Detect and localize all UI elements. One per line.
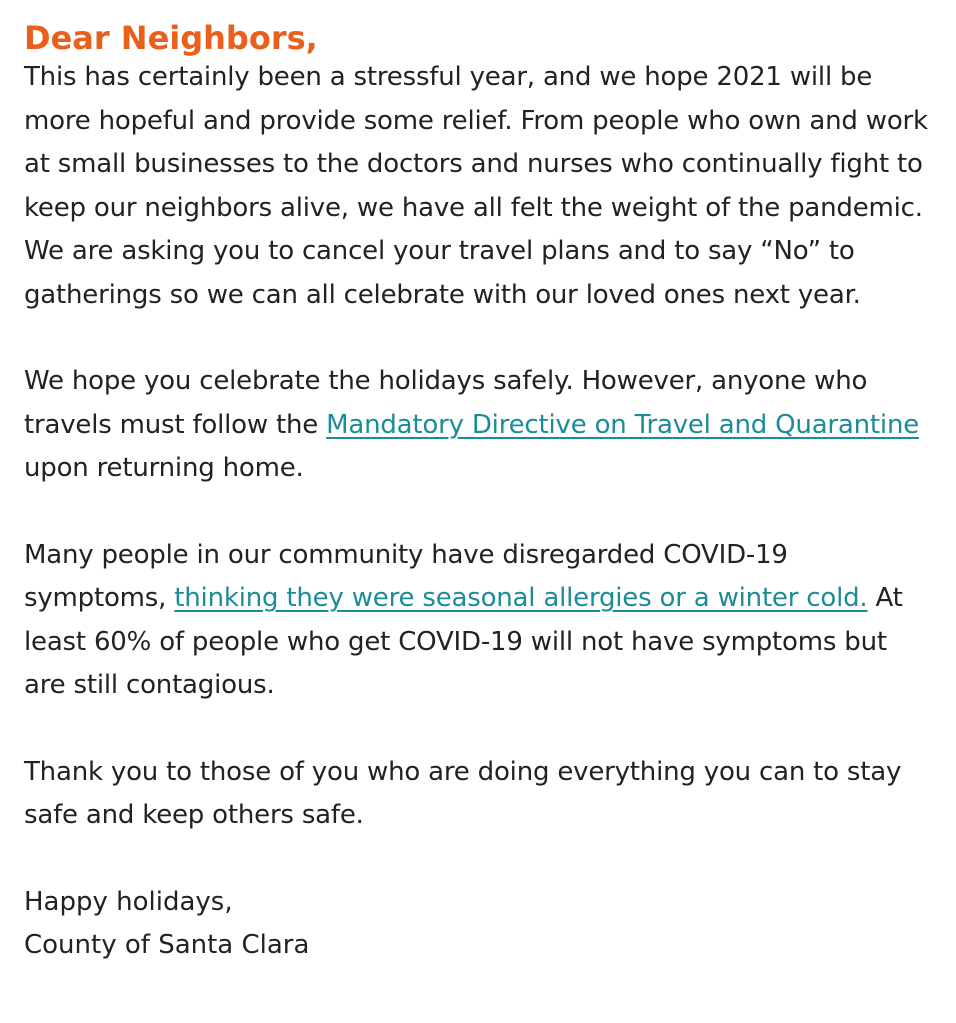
paragraph-2-after: upon returning home. [24,453,304,483]
paragraph-thank-you [24,751,932,838]
closing-line: Happy holidays, [24,886,233,917]
paragraph-travel-directive [24,360,932,491]
paragraph-1-text: This has certainly been a stressful year, and we hope 2021 will be more hopeful and provide some relief. From people who own and work at small businesses to the doctors and nurses who continually fight to keep our neighbors alive, we have all felt the weight of the pandemic. We are asking you to cancel your travel plans and to say “No” to gatherings so we can all celebrate with our loved ones next year. [24,62,928,310]
paragraph-3-before: Many people in our community have disregarded COVID-19 symptoms, [24,539,788,613]
travel-quarantine-directive-link[interactable]: Mandatory Directive on Travel and Quarantine [326,409,920,440]
paragraph-stressful-year [24,56,932,317]
paragraph-2-before: We hope you celebrate the holidays safely. However, anyone who travels must follow the [24,366,868,440]
signature-line: County of Santa Clara [24,930,310,960]
seasonal-allergies-link[interactable]: thinking they were seasonal allergies or a winter cold. [174,583,868,613]
paragraph-symptoms [24,534,932,708]
paragraph-4-text: Thank you to those of you who are doing everything you can to stay safe and keep others safe. [24,756,902,830]
paragraph-3-after: At least 60% of people who get COVID-19 will not have symptoms but are still contagious. [24,583,903,700]
greeting-heading: Dear Neighbors, [24,19,318,57]
